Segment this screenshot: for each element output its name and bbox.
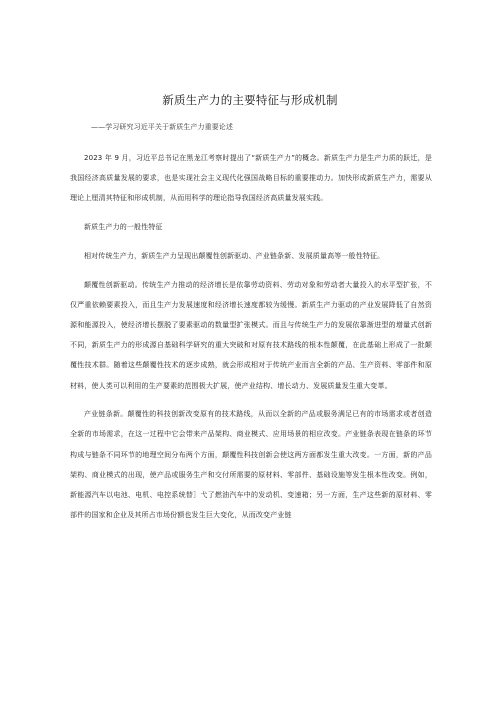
paragraph-industry-chain: 产业链条新。颠覆性的科技创新改变原有的技术路线，从而以全新的产品或服务满足已有的市场需求或者创造全新的市场需求，在这一过程中它会带来产品架构、商业模式、应用场景的相应改变。产业链条表现在链条的环节构成与链条不同环节的地理空间分布两个方面，颠覆性科技创新会使这两方面都发生重大改变。一方面，新的产品架构、商业模式的出现，使产品或服务生产和交付所需要的原材料、零部件、基础设施等发生根本性改变。例如，新能源汽车以电池、电机、电控系统替］弋了燃油汽车中的发动机、变速箱；另一方面，生产这些新的原材料、零部件的国家和企业及其所占市场份额也发生巨大变化，从而改变产业链 — [70, 410, 432, 520]
document-subtitle: ——学习研究习近平关于新质生产力重要论述 — [91, 123, 233, 131]
document-body — [70, 148, 432, 525]
paragraph-overview: 相对传统生产力，新质生产力呈现出颠覆性创新驱动、产业链条新、发展质量高等一般性特征。 — [84, 251, 385, 260]
paragraph-disruptive-innovation: 颠覆性创新驱动。传统生产力推动的经济增长是依靠劳动资料、劳动对象和劳动者大量投入的水平型扩张，不仅严重依赖要素投入，而且生产力发展速度和经济增长速度都较为缓慢。新质生产力驱动的产业发展降低了自然资源和能源投入，使经济增长摆脱了要素驱动的数量型扩张模式。而且与传统生产力的发展依靠渐进型的增量式创新不同，新质生产力的形成源自基础科学研究的重大突破和对原有技术路线的根本性颠覆，在此基础上形成了一批颠覆性技术群。随着这些颠覆性技术的逐步成熟，就会形成相对于传统产业而言全新的产品、生产资料、零部件和原材料，使人类可以利用的生产要素的范围极大扩展，使产业结构、增长动力、发展质量发生重大变革。 — [70, 280, 432, 390]
document-title: 新质生产力的主要特征与形成机制 — [162, 93, 338, 107]
section-heading: 新质生产力的一般性特征 — [84, 223, 163, 232]
paragraph-intro: 2023 年 9 月，习近平总书记在黑龙江考察时提出了“新质生产力”的概念。新质生产力是生产力质的跃迁，是我国经济高质量发展的要求，也是实现社会主义现代化强国战略目标的重要推动力。加快形成新质生产力，需要从理论上厘清其特征和形成机制，从而用科学的理论指导我国经济高质量发展实践。 — [70, 154, 432, 203]
